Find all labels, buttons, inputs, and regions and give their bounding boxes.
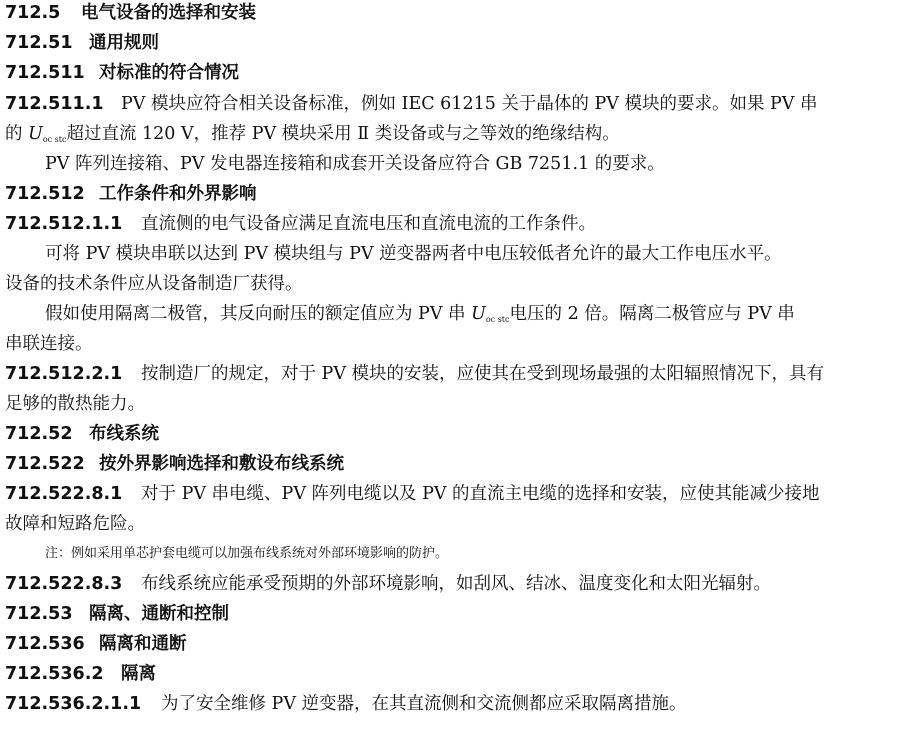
text-segment: 假如使用隔离二极管，其反向耐压的额定值应为 PV 串 bbox=[45, 304, 472, 324]
section-heading bbox=[5, 60, 912, 86]
section-heading bbox=[5, 181, 912, 207]
section-heading bbox=[5, 451, 912, 477]
paragraph-line bbox=[45, 241, 912, 267]
clause-paragraph bbox=[5, 211, 912, 237]
heading-text: 通用规则 bbox=[89, 33, 159, 53]
text-segment: 的 bbox=[5, 124, 29, 144]
paragraph-line bbox=[5, 391, 912, 417]
clause-number: 712.536 bbox=[5, 634, 85, 654]
note-content: 注：例如采用单芯护套电缆可以加强布线系统对外部环境影响的防护。 bbox=[45, 546, 449, 561]
clause-number: 712.512.2.1 bbox=[5, 364, 123, 384]
clause-paragraph bbox=[5, 361, 912, 387]
paragraph-text: PV 阵列连接箱、PV 发电器连接箱和成套开关设备应符合 GB 7251.1 的要求。 bbox=[45, 154, 665, 174]
heading-text: 隔离 bbox=[121, 664, 156, 684]
paragraph-text: 串联连接。 bbox=[5, 334, 93, 354]
heading-text: 隔离、通断和控制 bbox=[89, 604, 229, 624]
paragraph-line bbox=[5, 511, 912, 537]
clause-number: 712.511.1 bbox=[5, 94, 104, 114]
section-heading bbox=[5, 421, 912, 447]
voltage-symbol: U bbox=[471, 304, 486, 324]
paragraph-text: 可将 PV 模块串联以达到 PV 模块组与 PV 逆变器两者中电压较低者允许的最大工作电压水平。 bbox=[45, 244, 782, 264]
paragraph-text: 直流侧的电气设备应满足直流电压和直流电流的工作条件。 bbox=[141, 214, 596, 234]
voltage-symbol: U bbox=[28, 124, 43, 144]
clause-number: 712.522 bbox=[5, 454, 85, 474]
clause-number: 712.53 bbox=[5, 604, 73, 624]
clause-number: 712.522.8.3 bbox=[5, 574, 123, 594]
clause-number: 712.536.2 bbox=[5, 664, 104, 684]
paragraph-line bbox=[5, 331, 912, 357]
text-segment: 电压的 2 倍。隔离二极管应与 PV 串 bbox=[509, 304, 795, 324]
clause-number: 712.52 bbox=[5, 424, 73, 444]
paragraph-text: 设备的技术条件应从设备制造厂获得。 bbox=[5, 274, 303, 294]
heading-text: 布线系统 bbox=[89, 424, 159, 444]
clause-number: 712.511 bbox=[5, 63, 85, 83]
section-heading bbox=[5, 661, 912, 687]
clause-paragraph bbox=[5, 691, 912, 717]
clause-number: 712.5 bbox=[5, 3, 61, 23]
paragraph-text: PV 模块应符合相关设备标准，例如 IEC 61215 关于晶体的 PV 模块的要求。如果 PV 串 bbox=[121, 94, 818, 114]
paragraph-text: 布线系统应能承受预期的外部环境影响，如刮风、结冰、温度变化和太阳光辐射。 bbox=[141, 574, 771, 594]
text-segment: 超过直流 120 V，推荐 PV 模块采用 Ⅱ 类设备或与之等效的绝缘结构。 bbox=[66, 124, 620, 144]
heading-text: 隔离和通断 bbox=[99, 634, 187, 654]
section-heading bbox=[5, 0, 912, 26]
paragraph-line bbox=[5, 121, 912, 153]
clause-number: 712.536.2.1.1 bbox=[5, 694, 142, 714]
clause-paragraph bbox=[5, 571, 912, 597]
clause-paragraph bbox=[5, 481, 912, 507]
clause-number: 712.512.1.1 bbox=[5, 214, 123, 234]
clause-number: 712.512 bbox=[5, 184, 85, 204]
clause-paragraph bbox=[5, 91, 912, 117]
section-heading bbox=[5, 30, 912, 56]
note-text bbox=[45, 541, 912, 567]
paragraph-line bbox=[5, 271, 912, 297]
clause-number: 712.522.8.1 bbox=[5, 484, 123, 504]
voltage-subscript: oc stc bbox=[485, 315, 510, 324]
heading-text: 工作条件和外界影响 bbox=[99, 184, 257, 204]
voltage-subscript: oc stc bbox=[42, 135, 67, 144]
heading-text: 按外界影响选择和敷设布线系统 bbox=[99, 454, 344, 474]
paragraph-text: 为了安全维修 PV 逆变器，在其直流侧和交流侧都应采取隔离措施。 bbox=[161, 694, 687, 714]
paragraph-text: 按制造厂的规定，对于 PV 模块的安装，应使其在受到现场最强的太阳辐照情况下，具有 bbox=[141, 364, 825, 384]
paragraph-text: 足够的散热能力。 bbox=[5, 394, 145, 414]
paragraph-line bbox=[45, 301, 912, 333]
paragraph-line bbox=[45, 151, 912, 177]
section-heading bbox=[5, 631, 912, 657]
paragraph-text: 故障和短路危险。 bbox=[5, 514, 145, 534]
section-heading bbox=[5, 601, 912, 627]
heading-text: 电气设备的选择和安装 bbox=[81, 3, 256, 23]
heading-text: 对标准的符合情况 bbox=[99, 63, 239, 83]
clause-number: 712.51 bbox=[5, 33, 73, 53]
paragraph-text: 对于 PV 串电缆、PV 阵列电缆以及 PV 的直流主电缆的选择和安装，应使其能减少接地 bbox=[141, 484, 820, 504]
